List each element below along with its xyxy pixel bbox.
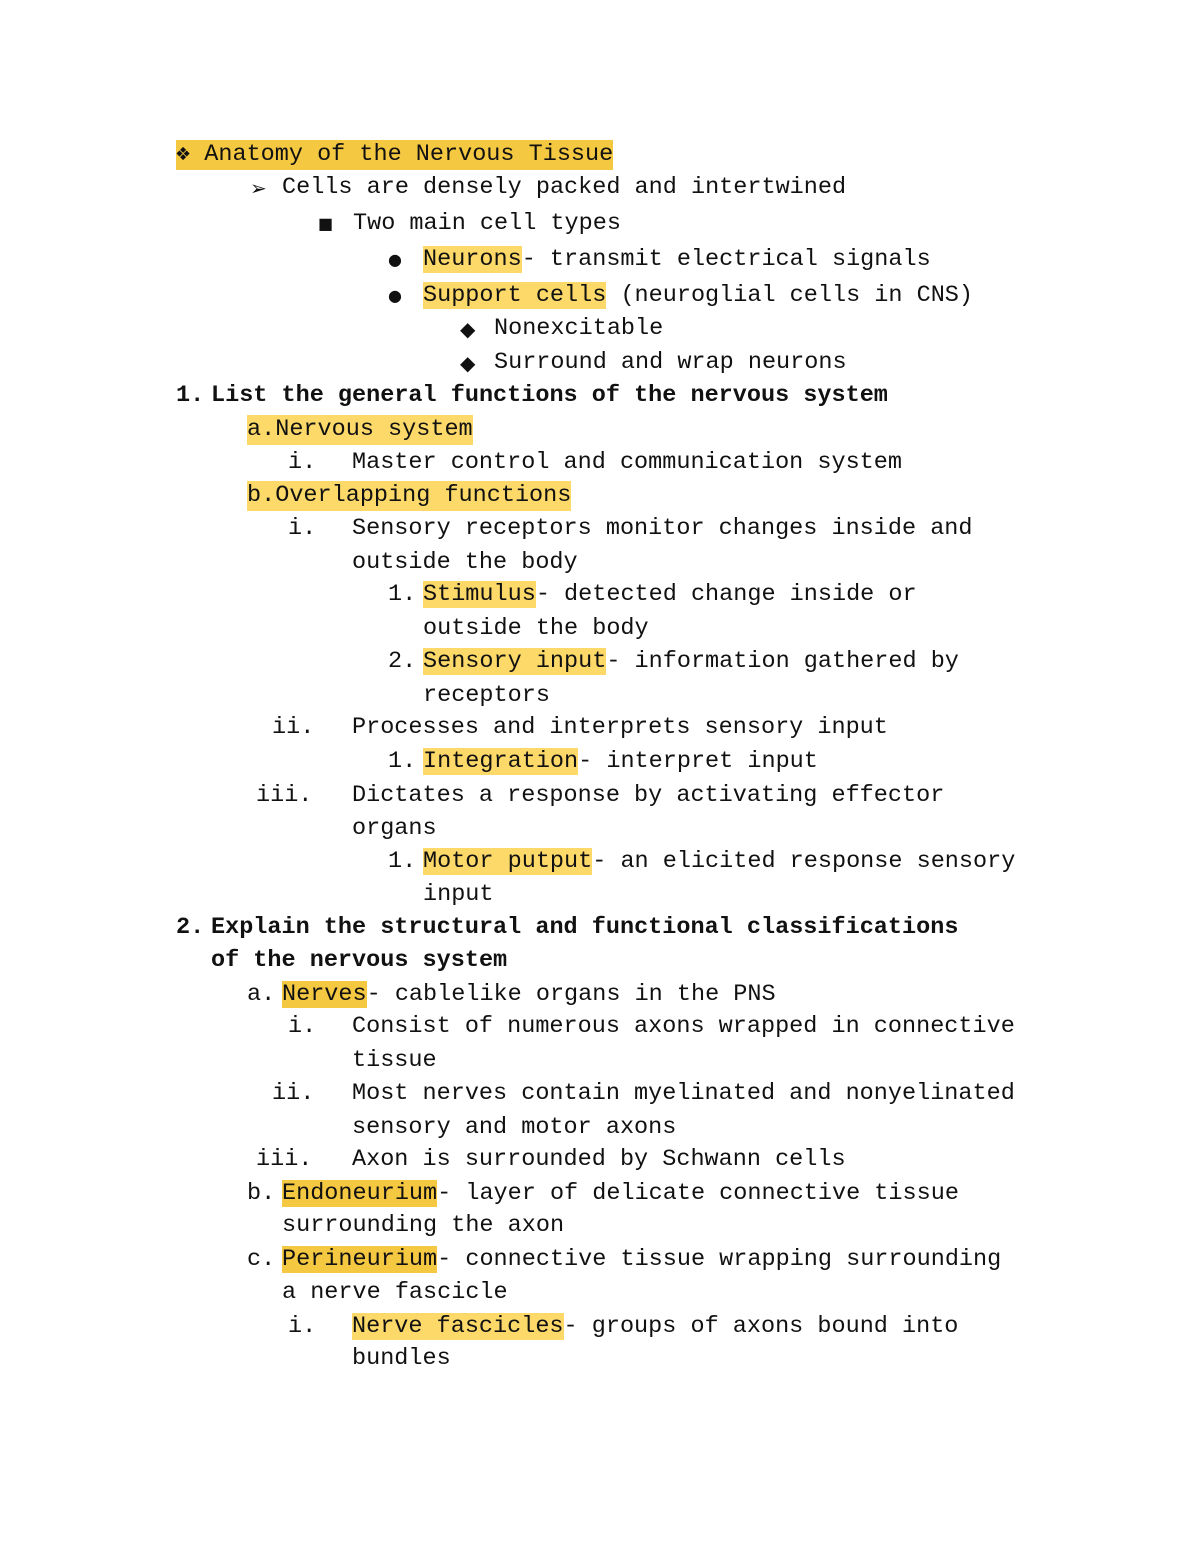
list-item: Perineurium- connective tissue wrapping surrounding <box>282 1246 1002 1273</box>
list-item-cont: organs <box>352 815 437 842</box>
section-heading-text: Anatomy of the Nervous Tissue <box>204 141 614 168</box>
term-highlight: Nerve fascicles <box>352 1313 564 1340</box>
list-item: Consist of numerous axons wrapped in connective <box>352 1013 1015 1040</box>
term-highlight: Endoneurium <box>282 1180 438 1207</box>
list-item: Master control and communication system <box>352 449 902 476</box>
term-highlight: Integration <box>423 748 579 775</box>
list-item-cont: a nerve fascicle <box>282 1279 508 1306</box>
list-item: Nerves- cablelike organs in the PNS <box>282 981 776 1008</box>
list-marker: a. <box>247 981 276 1008</box>
list-marker: ii. <box>272 714 315 741</box>
outline-line: Neurons- transmit electrical signals <box>423 246 931 273</box>
diamond-bullet-icon: ◆ <box>460 351 476 375</box>
list-item-cont: outside the body <box>352 549 578 576</box>
question-title: List the general functions of the nervous system <box>211 382 888 409</box>
list-marker: iii. <box>256 782 313 809</box>
term-highlight: Nerves <box>282 981 367 1008</box>
list-item: Processes and interprets sensory input <box>352 714 888 741</box>
outline-line: Nonexcitable <box>494 315 664 342</box>
term-highlight: Motor putput <box>423 848 593 875</box>
term-highlight: Stimulus <box>423 581 536 608</box>
list-item: Most nerves contain myelinated and nonyelinated <box>352 1080 1015 1107</box>
list-item-cont: bundles <box>352 1345 451 1372</box>
list-marker: i. <box>288 515 317 542</box>
square-bullet-icon: ■ <box>318 214 334 233</box>
diamond-bullet-icon: ◆ <box>460 317 476 341</box>
term-highlight: Perineurium <box>282 1246 438 1273</box>
list-item: Motor putput- an elicited response sensory <box>423 848 1016 875</box>
list-item: a.Nervous system <box>247 416 473 443</box>
list-item-cont: input <box>423 881 494 908</box>
outline-line: Surround and wrap neurons <box>494 349 847 376</box>
list-item: Sensory receptors monitor changes inside and <box>352 515 973 542</box>
list-marker: 1. <box>388 848 417 875</box>
outline-line: Support cells (neuroglial cells in CNS) <box>423 282 974 309</box>
list-marker: 1. <box>388 581 417 608</box>
list-item: Dictates a response by activating effector <box>352 782 945 809</box>
list-item: Stimulus- detected change inside or <box>423 581 917 608</box>
question-title-cont: of the nervous system <box>211 947 508 974</box>
list-item-cont: outside the body <box>423 615 649 642</box>
list-marker: iii. <box>256 1146 313 1173</box>
list-marker: b. <box>247 1180 276 1207</box>
list-marker: i. <box>288 1313 317 1340</box>
star-diamond-icon: ❖ <box>176 141 191 168</box>
list-marker: c. <box>247 1246 276 1273</box>
list-item-cont: receptors <box>423 682 550 709</box>
section-heading <box>176 140 613 170</box>
list-item: Axon is surrounded by Schwann cells <box>352 1146 846 1173</box>
list-item: Endoneurium- layer of delicate connective tissue <box>282 1180 959 1207</box>
question-number: 1. <box>176 382 205 409</box>
list-item-cont: tissue <box>352 1047 437 1074</box>
round-bullet-icon: ● <box>388 250 402 269</box>
list-item: Sensory input- information gathered by <box>423 648 959 675</box>
list-marker: 2. <box>388 648 417 675</box>
list-marker: i. <box>288 449 317 476</box>
term-highlight: Support cells <box>423 282 607 309</box>
term-highlight: Sensory input <box>423 648 607 675</box>
question-number: 2. <box>176 914 205 941</box>
list-item: b.Overlapping functions <box>247 482 572 509</box>
list-item-cont: surrounding the axon <box>282 1212 565 1239</box>
list-marker: i. <box>288 1013 317 1040</box>
round-bullet-icon: ● <box>388 286 402 305</box>
outline-line: Cells are densely packed and intertwined <box>282 174 847 201</box>
arrow-bullet-icon: ➢ <box>250 176 267 200</box>
outline-line: Two main cell types <box>353 210 621 237</box>
list-item: Integration- interpret input <box>423 748 818 775</box>
list-marker: 1. <box>388 748 417 775</box>
term-highlight: Neurons <box>423 246 522 273</box>
list-item: Nerve fascicles- groups of axons bound into <box>352 1313 959 1340</box>
question-title: Explain the structural and functional classifications <box>211 914 959 941</box>
list-item-cont: sensory and motor axons <box>352 1114 677 1141</box>
list-marker: ii. <box>272 1080 315 1107</box>
